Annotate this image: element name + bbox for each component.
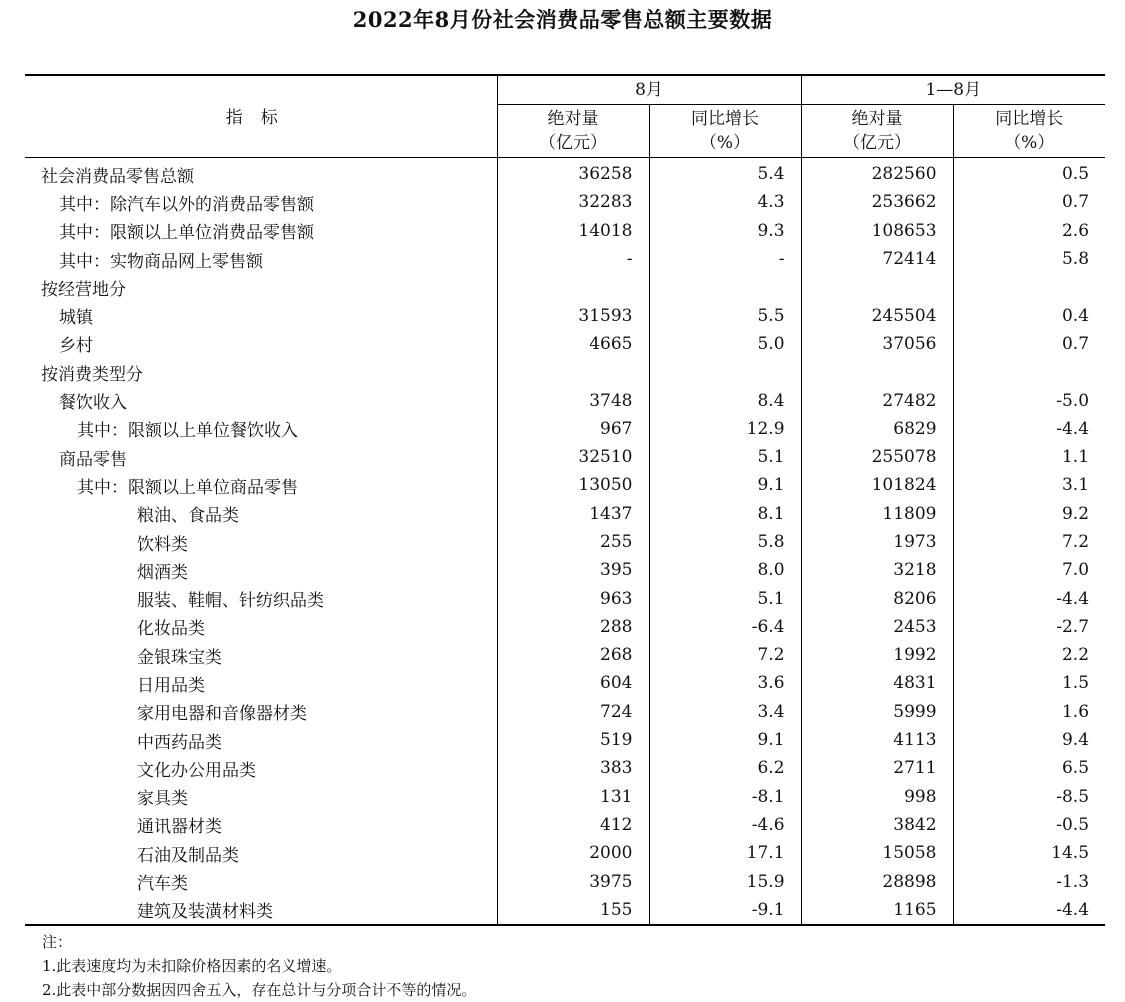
month-abs-cell: 255	[497, 528, 649, 556]
ytd-abs-cell: 253662	[801, 188, 953, 216]
month-abs-cell: 724	[497, 698, 649, 726]
table-row	[25, 641, 1105, 669]
ytd-abs-cell	[801, 273, 953, 301]
ytd-yoy-cell: 0.7	[1061, 192, 1090, 213]
ytd-abs-cell	[801, 358, 953, 386]
ytd-yoy-cell: 7.2	[1061, 532, 1090, 552]
row-label: 通讯器材类	[25, 811, 497, 839]
ytd-abs-cell: 11809	[801, 500, 953, 528]
row-label: 家用电器和音像器材类	[25, 698, 497, 726]
row-label: 其中：限额以上单位消费品零售额	[25, 217, 497, 245]
table-row	[25, 358, 1105, 386]
row-label: 按消费类型分	[25, 358, 497, 386]
note-item: 1.此表速度均为未扣除价格因素的名义增速。	[42, 957, 342, 975]
ytd-yoy-cell: 3.1	[1061, 475, 1090, 496]
row-label: 社会消费品零售总额	[25, 158, 497, 189]
ytd-abs-cell: 37056	[801, 330, 953, 358]
table-row	[25, 245, 1105, 273]
row-label: 商品零售	[25, 443, 497, 471]
table-row	[25, 811, 1105, 839]
month-abs-cell	[497, 358, 649, 386]
month-abs-cell: 4665	[497, 330, 649, 358]
ytd-abs-cell: 15058	[801, 839, 953, 867]
row-label: 石油及制品类	[25, 839, 497, 867]
table-row	[25, 528, 1105, 556]
month-abs-cell: 155	[497, 896, 649, 925]
ytd-abs-cell: 245504	[801, 301, 953, 329]
table-row	[25, 584, 1105, 612]
table-row	[25, 867, 1105, 895]
month-yoy-cell: 17.1	[649, 839, 801, 867]
month-yoy-cell: 4.3	[649, 188, 801, 216]
indicator-header: 指标	[25, 75, 497, 158]
table-row	[25, 330, 1105, 358]
row-label: 粮油、食品类	[25, 500, 497, 528]
month-yoy-cell: -8.1	[649, 783, 801, 811]
month-abs-cell: 1437	[497, 500, 649, 528]
table-row	[25, 158, 1105, 189]
row-label: 家具类	[25, 783, 497, 811]
table-row	[25, 386, 1105, 414]
month-abs-cell: 3975	[497, 867, 649, 895]
table-row	[25, 443, 1105, 471]
row-label: 服装、鞋帽、针纺织品类	[25, 584, 497, 612]
ytd-yoy-cell: -0.5	[1056, 814, 1090, 835]
row-label: 按经营地分	[25, 273, 497, 301]
ytd-abs-cell: 27482	[801, 386, 953, 414]
table-row	[25, 669, 1105, 697]
month-abs-cell: 519	[497, 726, 649, 754]
month-yoy-cell: 5.5	[649, 301, 801, 329]
ytd-abs-cell: 4831	[801, 669, 953, 697]
month-yoy-cell: 6.2	[649, 754, 801, 782]
abs-unit: （亿元）	[843, 133, 912, 153]
row-label: 其中：限额以上单位餐饮收入	[25, 415, 497, 443]
notes	[42, 930, 476, 1002]
row-label: 城镇	[25, 301, 497, 329]
yoy-unit: （%）	[699, 133, 751, 153]
month-abs-cell: 36258	[497, 158, 649, 189]
month-yoy-cell	[649, 273, 801, 301]
ytd-abs-cell: 3218	[801, 556, 953, 584]
ytd-yoy-cell: 2.2	[1061, 645, 1090, 666]
table-row	[25, 301, 1105, 329]
month-abs-cell: 288	[497, 613, 649, 641]
month-yoy-cell: 5.4	[649, 158, 801, 189]
row-label: 汽车类	[25, 867, 497, 895]
row-label: 烟酒类	[25, 556, 497, 584]
ytd-group-header: 1—8月	[801, 75, 1105, 105]
month-yoy-cell: 5.1	[649, 443, 801, 471]
month-abs-header	[497, 105, 649, 158]
month-abs-cell: 14018	[497, 217, 649, 245]
ytd-abs-cell: 1973	[801, 528, 953, 556]
table-row	[25, 500, 1105, 528]
table-row	[25, 556, 1105, 584]
ytd-yoy-cell	[953, 358, 1105, 386]
ytd-yoy-cell: -4.4	[1056, 418, 1090, 439]
ytd-abs-cell: 101824	[801, 471, 953, 499]
ytd-abs-cell: 282560	[801, 158, 953, 189]
abs-label: 绝对量	[851, 109, 903, 129]
month-yoy-cell: -4.6	[649, 811, 801, 839]
ytd-abs-cell: 6829	[801, 415, 953, 443]
yoy-label: 同比增长	[691, 109, 759, 129]
month-yoy-cell: -9.1	[649, 896, 801, 925]
month-yoy-cell: 5.1	[649, 584, 801, 612]
table-row	[25, 273, 1105, 301]
ytd-yoy-header	[953, 105, 1105, 158]
ytd-abs-cell: 998	[801, 783, 953, 811]
ytd-yoy-cell: -5.0	[1056, 390, 1090, 411]
month-abs-cell: 395	[497, 556, 649, 584]
notes-heading: 注：	[42, 933, 73, 951]
row-label: 文化办公用品类	[25, 754, 497, 782]
row-label: 饮料类	[25, 528, 497, 556]
month-abs-cell: 13050	[497, 471, 649, 499]
retail-sales-table	[25, 74, 1105, 926]
ytd-abs-cell: 255078	[801, 443, 953, 471]
month-yoy-cell: 5.8	[649, 528, 801, 556]
month-abs-cell: 967	[497, 415, 649, 443]
month-yoy-cell: 9.1	[649, 726, 801, 754]
month-yoy-cell: 3.6	[649, 669, 801, 697]
table-row	[25, 698, 1105, 726]
table-row	[25, 783, 1105, 811]
ytd-abs-cell: 108653	[801, 217, 953, 245]
ytd-yoy-cell: -2.7	[1056, 616, 1090, 637]
ytd-yoy-cell: 1.6	[1061, 701, 1090, 722]
ytd-yoy-cell: 9.4	[1061, 730, 1090, 751]
ytd-yoy-cell: 0.7	[1061, 333, 1090, 354]
row-label: 中西药品类	[25, 726, 497, 754]
month-abs-cell: 3748	[497, 386, 649, 414]
month-yoy-cell: -	[649, 245, 801, 273]
row-label: 日用品类	[25, 669, 497, 697]
ytd-yoy-cell: 5.8	[1061, 249, 1090, 270]
table-row	[25, 415, 1105, 443]
table-row	[25, 471, 1105, 499]
ytd-abs-header	[801, 105, 953, 158]
month-yoy-cell: 7.2	[649, 641, 801, 669]
month-group-header: 8月	[497, 75, 801, 105]
ytd-abs-cell: 2711	[801, 754, 953, 782]
note-item: 2.此表中部分数据因四舍五入，存在总计与分项合计不等的情况。	[42, 981, 477, 999]
ytd-abs-cell: 1992	[801, 641, 953, 669]
row-label: 其中：限额以上单位商品零售	[25, 471, 497, 499]
month-abs-cell: 131	[497, 783, 649, 811]
ytd-yoy-cell: 1.5	[1061, 673, 1090, 694]
ytd-yoy-cell: -1.3	[1056, 871, 1090, 892]
table-row	[25, 754, 1105, 782]
row-label: 其中：除汽车以外的消费品零售额	[25, 188, 497, 216]
row-label: 其中：实物商品网上零售额	[25, 245, 497, 273]
ytd-abs-cell: 1165	[801, 896, 953, 925]
month-abs-cell: 963	[497, 584, 649, 612]
ytd-abs-cell: 28898	[801, 867, 953, 895]
ytd-yoy-cell: -4.4	[953, 896, 1105, 925]
month-yoy-cell: -6.4	[649, 613, 801, 641]
month-abs-cell: 604	[497, 669, 649, 697]
month-yoy-cell: 3.4	[649, 698, 801, 726]
month-abs-cell: 32510	[497, 443, 649, 471]
month-abs-cell: 268	[497, 641, 649, 669]
abs-label: 绝对量	[547, 109, 599, 129]
row-label: 建筑及装潢材料类	[25, 896, 497, 925]
month-abs-cell: -	[497, 245, 649, 273]
ytd-abs-cell: 8206	[801, 584, 953, 612]
abs-unit: （亿元）	[539, 133, 607, 153]
table-body	[25, 158, 1105, 926]
row-label: 餐饮收入	[25, 386, 497, 414]
ytd-yoy-cell: -4.4	[1056, 588, 1090, 609]
ytd-yoy-cell: 1.1	[1061, 447, 1090, 468]
ytd-yoy-cell: 0.5	[1061, 164, 1090, 185]
month-yoy-cell: 12.9	[649, 415, 801, 443]
ytd-yoy-cell: 6.5	[1061, 758, 1090, 779]
row-label: 化妆品类	[25, 613, 497, 641]
row-label: 乡村	[25, 330, 497, 358]
ytd-abs-cell: 72414	[801, 245, 953, 273]
month-abs-cell: 31593	[497, 301, 649, 329]
ytd-yoy-cell: -8.5	[1056, 786, 1090, 807]
month-abs-cell: 2000	[497, 839, 649, 867]
ytd-yoy-cell: 2.6	[1061, 220, 1090, 241]
month-yoy-cell: 9.1	[649, 471, 801, 499]
yoy-label: 同比增长	[995, 109, 1064, 129]
month-abs-cell: 32283	[497, 188, 649, 216]
table-row	[25, 188, 1105, 216]
month-yoy-cell: 15.9	[649, 867, 801, 895]
table-row	[25, 613, 1105, 641]
ytd-abs-cell: 5999	[801, 698, 953, 726]
ytd-abs-cell: 2453	[801, 613, 953, 641]
month-abs-cell	[497, 273, 649, 301]
ytd-yoy-cell: 7.0	[1061, 560, 1090, 581]
ytd-yoy-cell	[953, 273, 1105, 301]
month-yoy-cell: 8.4	[649, 386, 801, 414]
table-row	[25, 726, 1105, 754]
month-yoy-cell: 8.1	[649, 500, 801, 528]
header-row-groups	[25, 75, 1105, 105]
ytd-yoy-cell: 14.5	[1051, 843, 1090, 864]
month-abs-cell: 412	[497, 811, 649, 839]
table-row	[25, 217, 1105, 245]
month-yoy-cell: 8.0	[649, 556, 801, 584]
row-label: 金银珠宝类	[25, 641, 497, 669]
ytd-abs-cell: 4113	[801, 726, 953, 754]
table-row	[25, 896, 1105, 925]
ytd-yoy-cell: 9.2	[1061, 503, 1090, 524]
yoy-unit: （%）	[1004, 133, 1055, 153]
month-yoy-cell: 5.0	[649, 330, 801, 358]
month-yoy-header	[649, 105, 801, 158]
month-abs-cell: 383	[497, 754, 649, 782]
ytd-yoy-cell: 0.4	[1061, 305, 1090, 326]
month-yoy-cell	[649, 358, 801, 386]
page-title: 2022年8月份社会消费品零售总额主要数据	[352, 7, 773, 32]
month-yoy-cell: 9.3	[649, 217, 801, 245]
table-row	[25, 839, 1105, 867]
ytd-abs-cell: 3842	[801, 811, 953, 839]
